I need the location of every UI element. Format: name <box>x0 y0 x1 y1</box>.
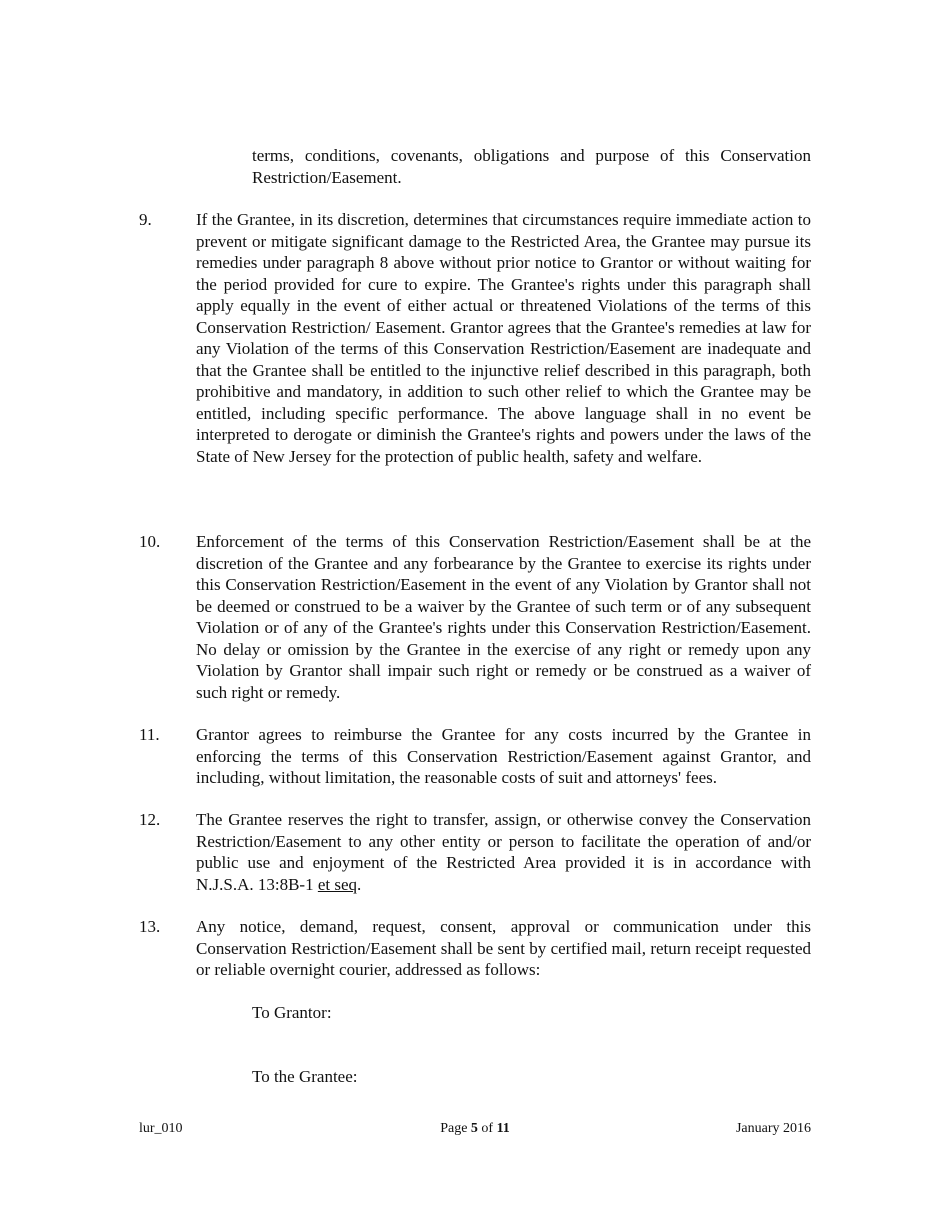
footer-date: January 2016 <box>735 1121 811 1136</box>
paragraph-number: 13. <box>139 917 161 936</box>
page-of: of <box>477 1121 497 1136</box>
et-seq-citation: et seq <box>317 874 358 894</box>
page-prefix: Page <box>440 1121 471 1136</box>
paragraph-text: Grantor agrees to reimburse the Grantee for any costs incurred by the Grantee in enforcing the terms of this Conservation Restriction/Easement against Grantor, and including, without limitation, the reasonable costs of suit and attorneys' fees. <box>196 725 811 787</box>
paragraph-text <box>196 809 811 895</box>
paragraph-number: 11. <box>139 725 160 744</box>
to-grantee-label: To the Grantee: <box>252 1067 358 1086</box>
footer-form-id: lur_010 <box>139 1121 183 1136</box>
page-current: 5 <box>470 1121 478 1136</box>
paragraph-text: Any notice, demand, request, consent, approval or communication under this Conservation Restriction/Easement shall be sent by certified mail, return receipt requested or reliable overnight courier, addressed as follows: <box>196 917 811 979</box>
paragraph-number: 12. <box>139 810 161 829</box>
to-grantor-label: To Grantor: <box>252 1003 332 1022</box>
paragraph-number: 9. <box>139 210 152 229</box>
paragraph-number: 10. <box>139 532 161 551</box>
paragraph-text: If the Grantee, in its discretion, determines that circumstances require immediate action to prevent or mitigate significant damage to the Restricted Area, the Grantee may pursue its remedies under paragraph 8 above without prior notice to Grantor or without waiting for the period provided for cure to expire. The Grantee's rights under this paragraph shall apply equally in the event of either actual or threatened Violations of the terms of this Conservation Restriction/ Easement. Grantor agrees that the Grantee's remedies at law for any Violation of the terms of this Conservation Restriction/Easement are inadequate and that the Grantee shall be entitled to the injunctive relief described in this paragraph, both prohibitive and mandatory, in addition to such other relief to which the Grantee may be entitled, including specific performance. The above language shall in no event be interpreted to derogate or diminish the Grantee's rights and powers under the laws of the State of New Jersey for the protection of public health, safety and welfare. <box>196 210 811 466</box>
paragraph-text: Enforcement of the terms of this Conservation Restriction/Easement shall be at the discretion of the Grantee and any forbearance by the Grantee to exercise its rights under this Conservation Restriction/Easement in the event of any Violation by Grantor shall not be deemed or construed to be a waiver by the Grantee of such term or of any subsequent Violation or of any of the Grantee's rights under this Conservation Restriction/Easement. No delay or omission by the Grantee in the exercise of any right or remedy upon any Violation by Grantor shall impair such right or remedy or be construed as a waiver of such right or remedy. <box>196 532 811 702</box>
page-total: 11 <box>496 1121 510 1136</box>
paragraph-text-end: . <box>357 874 362 894</box>
paragraph-text-main: The Grantee reserves the right to transfer, assign, or otherwise convey the Conservation Restriction/Easement to any other entity or person to facilitate the operation of and/or public use and enjoyment of the Restricted Area provided it is in accordance with N.J.S.A. 13:8B-1 <box>196 810 811 894</box>
continuation-paragraph: terms, conditions, covenants, obligations and purpose of this Conservation Restriction/Easement. <box>252 146 811 187</box>
